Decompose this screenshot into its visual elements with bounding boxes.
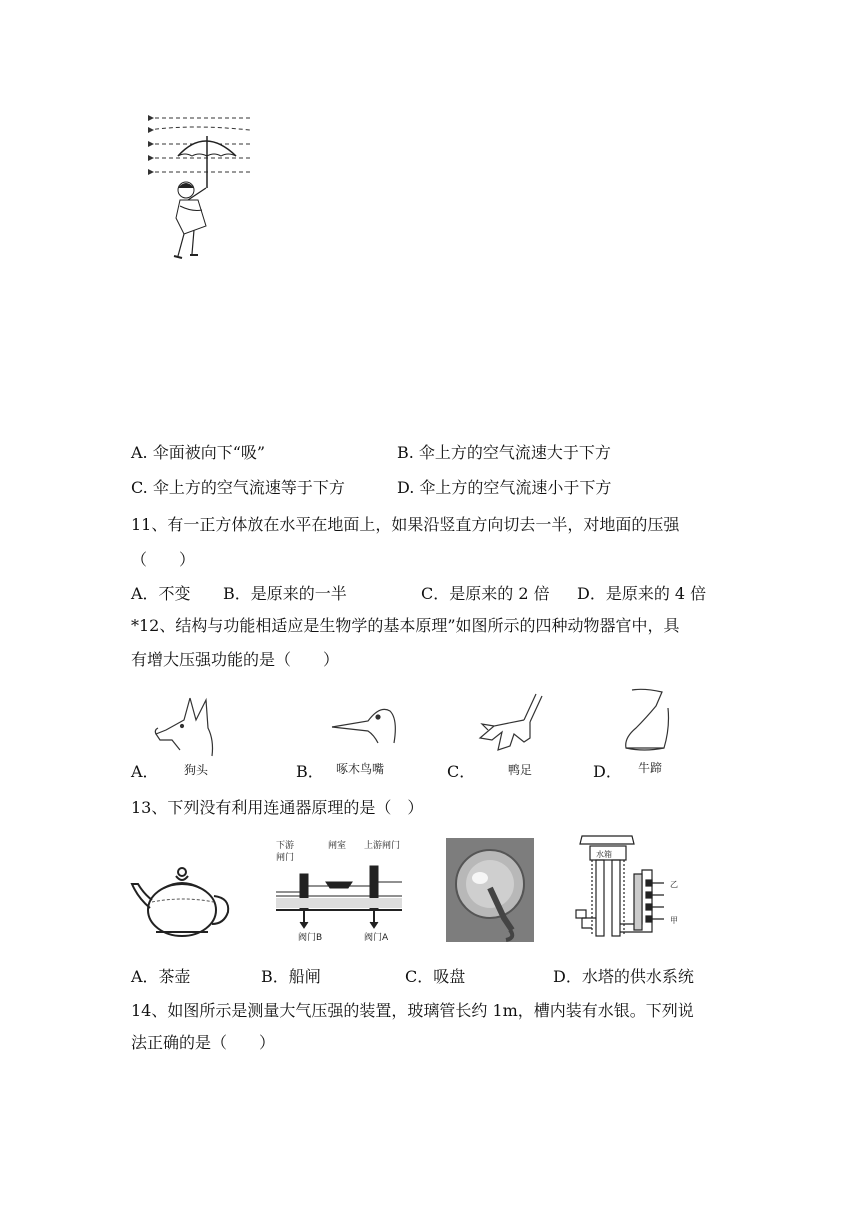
q12-label-a: A． [131,762,159,781]
q12-stem-line2: 有增大压强功能的是（ ） [131,650,340,669]
lock-label-upstream: 上游闸门 [364,841,401,851]
q13-option-b: B．船闸 [261,967,321,986]
q14-stem-line2: 法正确的是（ ） [131,1033,276,1052]
q10-option-b: B. 伞上方的空气流速大于下方 [397,443,611,462]
q11-paren: （ ） [131,550,196,569]
q13-option-c: C．吸盘 [405,967,466,986]
q12-label-b: B． [296,762,324,781]
suction-cup-figure [446,838,534,942]
woodpecker-beak-figure [328,695,408,780]
cow-hoof-figure [616,688,686,780]
lock-label-valve-a: 阀门A [364,933,389,943]
q11-option-b: B．是原来的一半 [223,584,347,603]
q11-option-a: A．不变 [131,584,191,603]
lock-label-chamber: 闸室 [328,841,347,851]
q10-option-a: A. 伞面被向下“吸” [131,443,266,462]
lock-label-downstream-1: 下游 [276,841,295,851]
q14-stem-line1: 14、如图所示是测量大气压强的装置，玻璃管长约 1m，槽内装有水银。下列说 [131,1001,694,1020]
q13-option-a: A．茶壶 [131,967,191,986]
q10-option-c: C. 伞上方的空气流速等于下方 [131,478,345,497]
q11-stem: 11、有一正方体放在水平在地面上，如果沿竖直方向切去一半，对地面的压强 [131,515,680,534]
q11-option-d: D．是原来的 4 倍 [577,584,707,603]
q11-option-c: C．是原来的 2 倍 [421,584,550,603]
q12-label-d: D． [593,762,622,781]
tower-label-yi: 乙 [670,880,678,889]
woodpecker-caption: 啄木鸟嘴 [336,762,385,776]
duck-foot-caption: 鸭足 [508,763,533,777]
tower-label-jia: 甲 [670,916,678,925]
tower-label-top: 水箱 [596,850,612,859]
umbrella-girl-figure [140,108,255,266]
teapot-figure [130,858,235,942]
duck-foot-figure [474,690,554,780]
q12-stem-line1: *12、结构与功能相适应是生物学的基本原理”如图所示的四种动物器官中，具 [131,616,680,635]
lock-label-downstream-2: 闸门 [276,853,295,863]
q13-stem: 13、下列没有利用连通器原理的是（ ） [131,798,424,817]
ship-lock-figure [272,836,407,944]
water-tower-figure [572,832,690,942]
dog-head-figure [150,690,230,780]
dog-head-caption: 狗头 [184,763,209,777]
q13-option-d: D．水塔的供水系统 [553,967,694,986]
q12-label-c: C． [447,762,476,781]
lock-label-valve-b: 阀门B [298,933,323,943]
cow-hoof-caption: 牛蹄 [638,761,663,775]
q10-option-d: D. 伞上方的空气流速小于下方 [397,478,612,497]
